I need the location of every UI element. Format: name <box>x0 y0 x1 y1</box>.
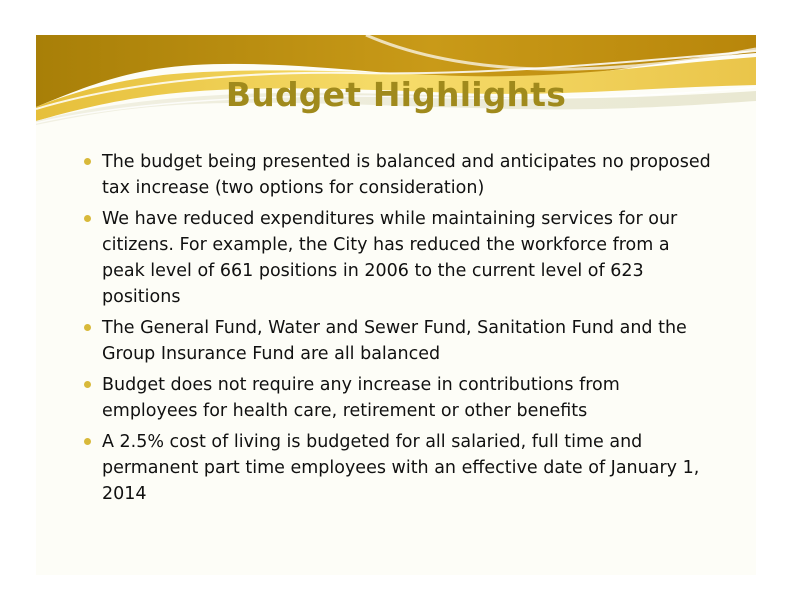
bullet-item <box>84 372 714 424</box>
bullet-item <box>84 429 714 507</box>
bullet-dot-icon <box>84 438 91 445</box>
bullet-text: The budget being presented is balanced and anticipates no proposed tax increase (two options for consideration) <box>102 152 711 198</box>
bullet-dot-icon <box>84 215 91 222</box>
bullet-dot-icon <box>84 381 91 388</box>
bullet-text: A 2.5% cost of living is budgeted for all salaried, full time and permanent part time employees with an effective date of January 1, 2014 <box>102 432 700 504</box>
bullet-text: The General Fund, Water and Sewer Fund, Sanitation Fund and the Group Insurance Fund are all balanced <box>102 318 687 364</box>
bullet-item <box>84 206 714 310</box>
bullet-list <box>84 149 714 512</box>
bullet-text: Budget does not require any increase in contributions from employees for health care, retirement or other benefits <box>102 375 620 421</box>
bullet-dot-icon <box>84 158 91 165</box>
bullet-item <box>84 149 714 201</box>
bullet-text: We have reduced expenditures while maintaining services for our citizens. For example, the City has reduced the workforce from a peak level of 661 positions in 2006 to the current level of 623 positions <box>102 209 678 307</box>
slide <box>36 35 756 575</box>
bullet-dot-icon <box>84 324 91 331</box>
bullet-item <box>84 315 714 367</box>
slide-title: Budget Highlights <box>225 75 567 114</box>
